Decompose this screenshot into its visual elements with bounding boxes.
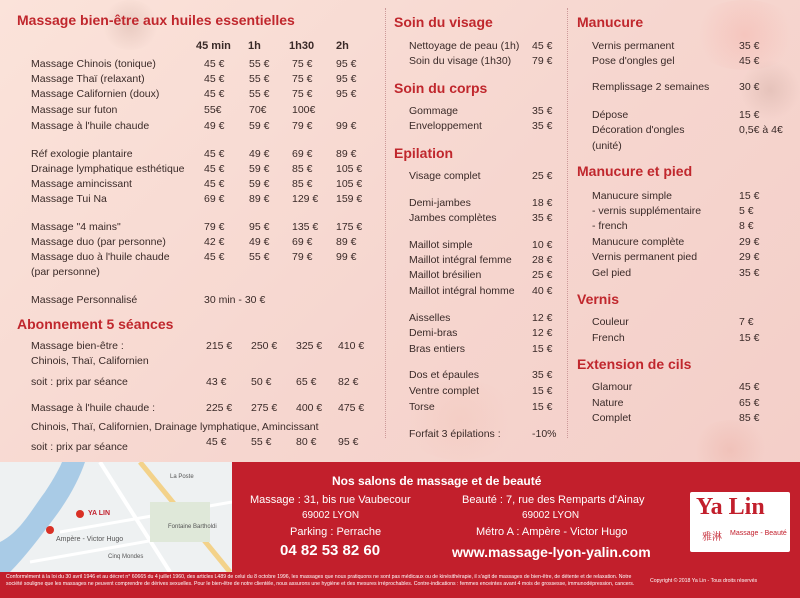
service-price: 79 €	[532, 55, 553, 67]
map-pin-icon	[76, 510, 84, 518]
service-label: Massage duo (par personne)	[31, 236, 166, 248]
service-label: Demi-jambes	[409, 197, 471, 209]
service-price: 35 €	[739, 40, 760, 52]
service-price: 35 €	[532, 369, 553, 381]
service-label: Nettoyage de peau (1h)	[409, 40, 520, 52]
service-label: (unité)	[592, 140, 622, 152]
service-price: 35 €	[532, 105, 553, 117]
service-price: 12 €	[532, 312, 553, 324]
service-price: 45 €	[206, 436, 227, 448]
phone-number[interactable]: 04 82 53 82 60	[280, 542, 381, 559]
service-price: 79 €	[292, 251, 313, 263]
service-price: 410 €	[338, 340, 365, 352]
service-price: -10%	[532, 428, 557, 440]
legal-notice	[0, 572, 800, 598]
service-price: 99 €	[336, 251, 357, 263]
service-label: Remplissage 2 semaines	[592, 81, 710, 93]
service-price: 100€	[292, 104, 316, 116]
service-label: Massage amincissant	[31, 178, 132, 190]
service-price: 42 €	[204, 236, 225, 248]
service-price: 45 €	[739, 55, 760, 67]
salons-heading: Nos salons de massage et de beauté	[332, 474, 542, 488]
service-label: Demi-bras	[409, 327, 458, 339]
service-label: Maillot simple	[409, 239, 473, 251]
service-price: 25 €	[532, 170, 553, 182]
service-price: 89 €	[336, 236, 357, 248]
service-label: Maillot intégral femme	[409, 254, 512, 266]
service-price: 40 €	[532, 285, 553, 297]
section-title: Manucure et pied	[577, 163, 693, 179]
brand-name: Ya Lin	[696, 494, 765, 520]
service-price: 89 €	[336, 148, 357, 160]
service-label: Drainage lymphatique esthétique	[31, 163, 185, 175]
service-price: 85 €	[292, 163, 313, 175]
service-price: 49 €	[249, 236, 270, 248]
service-price: 75 €	[292, 58, 313, 70]
beauty-metro: Métro A : Ampère - Victor Hugo	[476, 526, 628, 538]
service-label: Gommage	[409, 105, 459, 117]
map-label: Fontaine Bartholdi	[168, 524, 217, 530]
service-price: 135 €	[292, 221, 319, 233]
service-price: 35 €	[739, 267, 760, 279]
service-price: 89 €	[249, 193, 270, 205]
service-price: 45 €	[204, 251, 225, 263]
service-label: Massage Tui Na	[31, 193, 107, 205]
service-label: Glamour	[592, 381, 633, 393]
service-price: 59 €	[249, 178, 270, 190]
column-divider	[385, 8, 386, 438]
service-price: 15 €	[739, 332, 760, 344]
service-label: Massage "4 mains"	[31, 221, 121, 233]
service-label: soit : prix par séance	[31, 376, 128, 388]
service-price: 85 €	[739, 412, 760, 424]
service-price: 250 €	[251, 340, 278, 352]
service-label: Massage à l'huile chaude :	[31, 402, 156, 414]
service-label: Massage Personnalisé	[31, 294, 138, 306]
service-price: 400 €	[296, 402, 323, 414]
service-label: (par personne)	[31, 266, 100, 278]
service-price: 45 €	[204, 73, 225, 85]
service-label: Couleur	[592, 316, 629, 328]
service-price: 7 €	[739, 316, 754, 328]
column-header: 1h	[248, 40, 261, 52]
service-price: 43 €	[206, 376, 227, 388]
service-price: 82 €	[338, 376, 359, 388]
service-label: Enveloppement	[409, 120, 482, 132]
service-price: 45 €	[739, 381, 760, 393]
service-label: Bras entiers	[409, 343, 466, 355]
service-label: Massage sur futon	[31, 104, 118, 116]
service-price: 5 €	[739, 205, 754, 217]
service-label: Décoration d'ongles	[592, 124, 685, 136]
column-header: 2h	[336, 40, 349, 52]
service-label: Aisselles	[409, 312, 451, 324]
service-label: Manucure simple	[592, 190, 672, 202]
service-price: 175 €	[336, 221, 363, 233]
massage-city: 69002 LYON	[302, 510, 360, 521]
service-label: Vernis permanent	[592, 40, 675, 52]
service-price: 75 €	[292, 88, 313, 100]
service-price: 80 €	[296, 436, 317, 448]
section-title: Soin du corps	[394, 80, 488, 96]
service-label: French	[592, 332, 625, 344]
column-header: 1h30	[289, 40, 315, 52]
service-label: Massage duo à l'huile chaude	[31, 251, 170, 263]
service-price: 159 €	[336, 193, 363, 205]
service-label: Complet	[592, 412, 632, 424]
service-price: 29 €	[739, 236, 760, 248]
service-label: Massage bien-être :	[31, 340, 124, 352]
section-title: Manucure	[577, 14, 644, 30]
service-label: Massage Thaï (relaxant)	[31, 73, 145, 85]
service-label: Pose d'ongles gel	[592, 55, 675, 67]
service-price: 45 €	[532, 40, 553, 52]
map-label: Cinq Mondes	[108, 554, 144, 560]
service-price: 15 €	[532, 385, 553, 397]
service-label: Massage Chinois (tonique)	[31, 58, 156, 70]
service-label: Maillot brésilien	[409, 269, 482, 281]
brand-chinese: 雅淋	[702, 532, 722, 543]
section-title: Soin du visage	[394, 14, 493, 30]
service-label: Soin du visage (1h30)	[409, 55, 512, 67]
section-title: Abonnement 5 séances	[17, 316, 174, 332]
service-label: soit : prix par séance	[31, 441, 128, 453]
service-price: 15 €	[532, 401, 553, 413]
service-price: 55 €	[249, 58, 270, 70]
service-label: Torse	[409, 401, 435, 413]
massage-address: Massage : 31, bis rue Vaubecour	[250, 494, 411, 506]
service-label: Ventre complet	[409, 385, 480, 397]
column-header: 45 min	[196, 40, 231, 52]
service-label: Massage Californien (doux)	[31, 88, 160, 100]
service-price: 225 €	[206, 402, 233, 414]
service-price: 70€	[249, 104, 267, 116]
service-label: Dépose	[592, 109, 629, 121]
section-title: Extension de cils	[577, 356, 692, 372]
service-price: 18 €	[532, 197, 553, 209]
service-price: 475 €	[338, 402, 365, 414]
service-price: 45 €	[204, 163, 225, 175]
service-price: 325 €	[296, 340, 323, 352]
service-price: 95 €	[249, 221, 270, 233]
service-price: 30 €	[739, 81, 760, 93]
service-price: 105 €	[336, 163, 363, 175]
service-price: 8 €	[739, 220, 754, 232]
service-label: Vernis permanent pied	[592, 251, 698, 263]
service-price: 95 €	[338, 436, 359, 448]
service-price: 0,5€ à 4€	[739, 124, 783, 136]
service-price: 12 €	[532, 327, 553, 339]
service-label: Maillot intégral homme	[409, 285, 515, 297]
service-label: Massage à l'huile chaude	[31, 120, 150, 132]
service-price: 95 €	[336, 73, 357, 85]
service-price: 59 €	[249, 120, 270, 132]
service-price: 69 €	[292, 236, 313, 248]
service-price: 55 €	[249, 251, 270, 263]
service-price: 99 €	[336, 120, 357, 132]
service-price: 65 €	[296, 376, 317, 388]
service-label: Jambes complètes	[409, 212, 497, 224]
service-label: - french	[592, 220, 628, 232]
map-label: Ampère - Victor Hugo	[56, 536, 124, 543]
service-price: 55€	[204, 104, 222, 116]
section-title: Massage bien-être aux huiles essentielles	[17, 12, 295, 28]
service-price: 25 €	[532, 269, 553, 281]
copyright: Copyright © 2018 Ya Lin - Tous droits réservés	[650, 578, 758, 584]
service-price: 15 €	[739, 190, 760, 202]
service-label: Manucure complète	[592, 236, 685, 248]
brand-subtitle: Massage - Beauté	[730, 530, 787, 537]
service-price: 69 €	[292, 148, 313, 160]
map-pin-icon	[46, 526, 54, 534]
beauty-address: Beauté : 7, rue des Remparts d'Ainay	[462, 494, 645, 506]
service-price: 75 €	[292, 73, 313, 85]
service-label: Réf exologie plantaire	[31, 148, 133, 160]
map-label: La Poste	[170, 474, 194, 480]
location-map	[0, 462, 232, 572]
service-price: 59 €	[249, 163, 270, 175]
section-title: Epilation	[394, 145, 454, 161]
service-price: 95 €	[336, 58, 357, 70]
legal-text: Conformément à la loi du 30 avril 1946 et au décret n° 60665 du 4 juillet 1960, des articles L489 de celui du 8 octobre 1996, les massages que nous pratiquons ne sont pas médicaux ou de kinésithérapie, il s'agit de massages de bien-être, de détente et de relaxation. Notre société souligne que les massages ne peuvent comprendre de dérives sexuelles. Pour le bien-être de notre clientèle, nous assurons une hygiène et des mesures irréprochables. Contre-indications : femmes enceintes avant 4 mois de grossesse, immunodépression, cancers.	[6, 574, 635, 587]
service-price: 95 €	[336, 88, 357, 100]
service-price: 45 €	[204, 58, 225, 70]
service-price: 35 €	[532, 212, 553, 224]
service-price: 55 €	[249, 73, 270, 85]
service-price: 35 €	[532, 120, 553, 132]
service-price: 49 €	[204, 120, 225, 132]
service-label: Chinois, Thaï, Californien, Drainage lymphatique, Amincissant	[31, 421, 319, 433]
beauty-city: 69002 LYON	[522, 510, 580, 521]
website-link[interactable]: www.massage-lyon-yalin.com	[452, 544, 651, 560]
service-price: 49 €	[249, 148, 270, 160]
service-price: 15 €	[532, 343, 553, 355]
service-price: 275 €	[251, 402, 278, 414]
brand-logo	[690, 492, 790, 552]
service-price: 105 €	[336, 178, 363, 190]
service-label: - vernis supplémentaire	[592, 205, 702, 217]
service-price: 65 €	[739, 397, 760, 409]
service-price: 79 €	[204, 221, 225, 233]
service-price: 50 €	[251, 376, 272, 388]
service-price: 79 €	[292, 120, 313, 132]
column-divider	[567, 8, 568, 438]
service-price: 85 €	[292, 178, 313, 190]
map-label: YA LIN	[88, 510, 111, 517]
service-price: 10 €	[532, 239, 553, 251]
service-price: 28 €	[532, 254, 553, 266]
service-price: 29 €	[739, 251, 760, 263]
service-label: Nature	[592, 397, 624, 409]
service-label: Forfait 3 épilations :	[409, 428, 501, 440]
service-price: 69 €	[204, 193, 225, 205]
service-label: Chinois, Thaï, Californien	[31, 355, 149, 367]
section-title: Vernis	[577, 291, 620, 307]
service-price: 129 €	[292, 193, 319, 205]
service-price: 15 €	[739, 109, 760, 121]
service-price: 215 €	[206, 340, 233, 352]
service-price: 55 €	[249, 88, 270, 100]
service-label: Dos et épaules	[409, 369, 480, 381]
salons-band	[232, 462, 800, 572]
service-label: Visage complet	[409, 170, 481, 182]
service-price: 30 min - 30 €	[204, 294, 266, 306]
service-price: 45 €	[204, 148, 225, 160]
service-price: 55 €	[251, 436, 272, 448]
massage-parking: Parking : Perrache	[290, 526, 382, 538]
service-price: 45 €	[204, 178, 225, 190]
service-label: Gel pied	[592, 267, 632, 279]
service-price: 45 €	[204, 88, 225, 100]
